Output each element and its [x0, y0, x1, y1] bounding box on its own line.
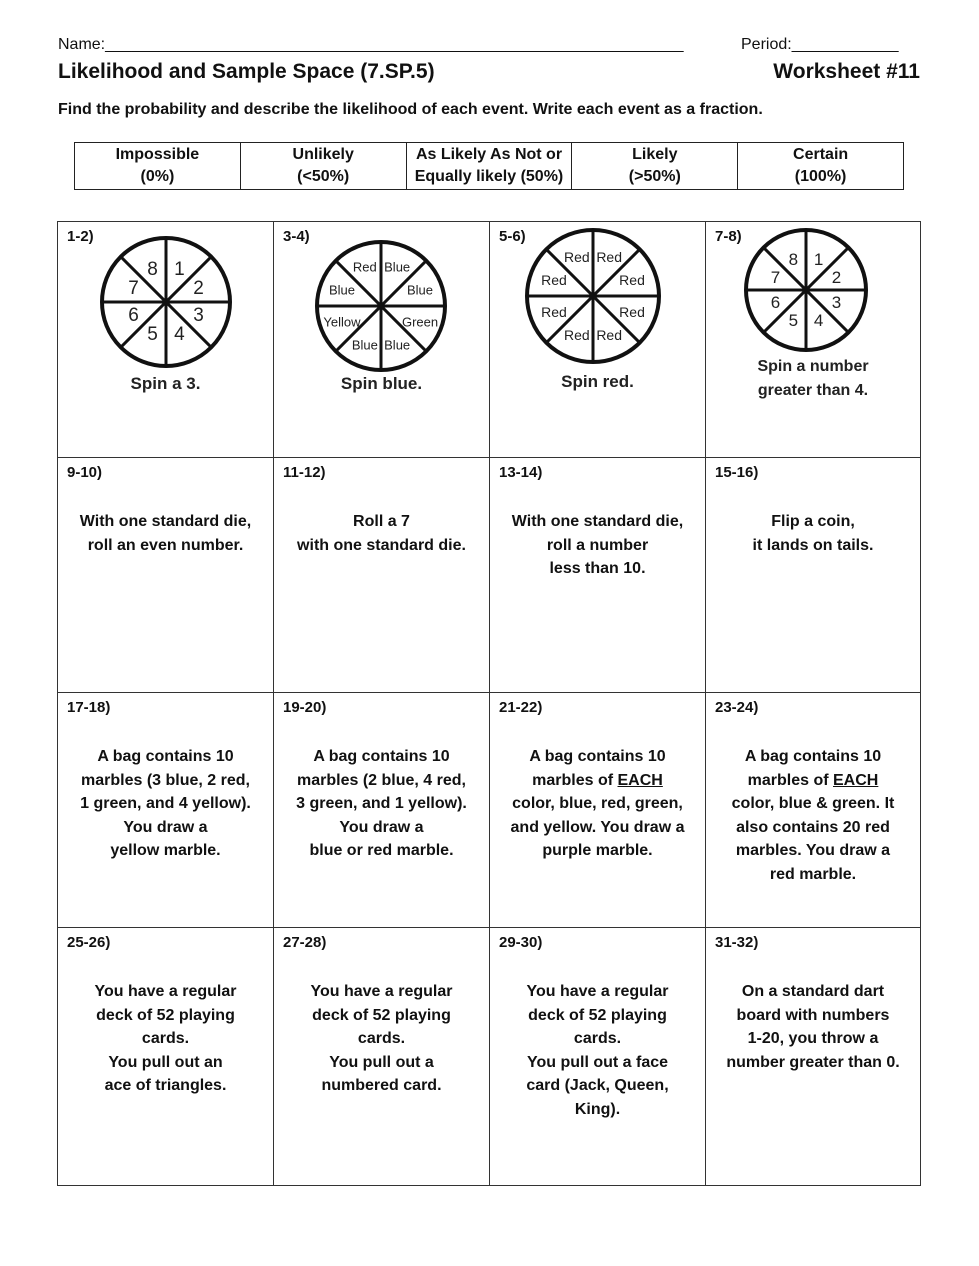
problem-cell[interactable] — [274, 693, 490, 928]
period-field[interactable]: Period:____________ — [741, 36, 899, 53]
scale-label: As Likely As Not or — [415, 146, 563, 163]
spinner-sector-label: 4 — [813, 310, 824, 330]
problem-number: 29-30) — [499, 934, 543, 951]
problem-text: With one standard die, roll a number less than 10. — [511, 513, 684, 577]
spinner-sector-label: Red — [596, 327, 623, 344]
spinner-sector-label: 5 — [147, 324, 158, 346]
spinner-caption: Spin a number greater than 4. — [757, 358, 869, 399]
likelihood-scale — [74, 142, 904, 190]
spinner-sector-label: Blue — [384, 259, 411, 275]
problem-text — [710, 745, 916, 886]
problem-cell[interactable] — [274, 458, 490, 693]
worksheet-number: Worksheet #11 — [773, 60, 920, 83]
scale-label: Impossible — [115, 146, 200, 163]
spinner-sector-label: 8 — [147, 258, 158, 280]
spinner-sector-label: Yellow — [323, 314, 361, 330]
spinner-sector-label: 5 — [788, 310, 799, 330]
scale-label: Unlikely — [292, 146, 354, 163]
spinner-sector-label: Blue — [328, 282, 355, 298]
scale-impossible — [75, 143, 241, 190]
problem-text: A bag contains 10 marbles (3 blue, 2 red, 1 green, and 4 yellow). You draw a yellow marble. — [80, 748, 251, 859]
spinner-graphic — [58, 222, 274, 458]
problem-text: Roll a 7 with one standard die. — [297, 513, 466, 554]
scale-percent: Equally likely (50%) — [414, 168, 564, 185]
problem-cell-spinner[interactable] — [58, 222, 274, 458]
problem-text: A bag contains 10 marbles (2 blue, 4 red, 3 green, and 1 yellow). You draw a blue or red marble. — [296, 748, 467, 859]
name-period-row — [58, 36, 920, 56]
problem-text: You have a regular deck of 52 playing cards. You pull out a numbered card. — [310, 983, 453, 1094]
spinner-sector-label: Red — [563, 327, 590, 344]
problem-number: 17-18) — [67, 699, 111, 716]
scale-percent: (<50%) — [297, 168, 350, 185]
problem-text-part: A bag contains 10 marbles of — [744, 748, 882, 789]
spinner-sector-label: 2 — [831, 267, 842, 287]
problem-text: You have a regular deck of 52 playing cards. You pull out an ace of triangles. — [94, 983, 237, 1094]
problem-number: 19-20) — [283, 699, 327, 716]
problem-number: 25-26) — [67, 934, 111, 951]
problem-cell[interactable] — [706, 928, 921, 1186]
spinner-sector-label: Red — [596, 248, 623, 265]
scale-equally-likely — [406, 143, 572, 190]
problem-text: Flip a coin, it lands on tails. — [752, 513, 874, 554]
spinner-caption: Spin blue. — [340, 374, 423, 393]
spinner-sector-label: 2 — [193, 278, 204, 300]
scale-percent: (>50%) — [628, 168, 681, 185]
spinner-graphic — [706, 222, 921, 458]
problem-number: 5-6) — [499, 228, 526, 245]
problem-number: 11-12) — [283, 464, 326, 481]
problem-text: You have a regular deck of 52 playing cards. You pull out a face card (Jack, Queen, King). — [526, 983, 669, 1118]
problem-text-part: A bag contains 10 marbles of — [529, 748, 666, 789]
spinner-caption: Spin a 3. — [130, 374, 201, 393]
problem-number: 15-16) — [715, 464, 759, 481]
title-row — [58, 60, 920, 88]
spinner-sector-label: Red — [352, 259, 377, 275]
instructions: Find the probability and describe the likelihood of each event. Write each event as a fraction. — [58, 101, 763, 118]
problem-text-part: color, blue, red, green, and yellow. You draw a purple marble. — [510, 795, 685, 859]
spinner-sector-label: Blue — [407, 282, 434, 298]
problem-number: 27-28) — [283, 934, 327, 951]
scale-percent: (100%) — [794, 168, 847, 185]
problem-grid — [57, 221, 921, 1186]
problem-text: On a standard dart board with numbers 1-20, you throw a number greater than 0. — [726, 983, 900, 1071]
scale-likely — [572, 143, 738, 190]
problem-text-emphasis: EACH — [617, 771, 663, 789]
problem-cell[interactable] — [58, 928, 274, 1186]
spinner-sector-label: 8 — [788, 250, 799, 270]
spinner-sector-label: 1 — [813, 250, 824, 270]
problem-number: 23-24) — [715, 699, 759, 716]
spinner-sector-label: Green — [401, 314, 439, 330]
problem-cell-spinner[interactable] — [706, 222, 921, 458]
spinner-graphic — [490, 222, 706, 458]
problem-number: 21-22) — [499, 699, 543, 716]
problem-text — [494, 745, 701, 863]
worksheet-title: Likelihood and Sample Space (7.SP.5) — [58, 60, 435, 83]
problem-cell-spinner[interactable] — [274, 222, 490, 458]
problem-cell[interactable] — [490, 928, 706, 1186]
spinner-sector-label: 7 — [770, 267, 781, 287]
spinner-sector-label: Red — [541, 304, 567, 321]
scale-certain — [738, 143, 904, 190]
problem-number: 13-14) — [499, 464, 543, 481]
problem-text-part: color, blue & green. It also contains 20 red marbles. You draw a red marble. — [731, 795, 895, 883]
scale-label: Likely — [632, 146, 678, 163]
spinner-graphic — [274, 222, 490, 458]
spinner-sector-label: Red — [619, 304, 645, 321]
spinner-sector-label: Red — [563, 248, 590, 265]
name-field[interactable]: Name:_________________________________________________________________ — [58, 36, 684, 53]
scale-label: Certain — [793, 146, 849, 163]
problem-number: 3-4) — [283, 228, 310, 245]
spinner-sector-label: Red — [619, 271, 645, 288]
spinner-sector-label: 3 — [831, 293, 842, 313]
problem-text-emphasis: EACH — [833, 771, 879, 789]
problem-cell[interactable] — [706, 693, 921, 928]
problem-number: 1-2) — [67, 228, 94, 245]
spinner-sector-label: Blue — [351, 337, 378, 353]
spinner-sector-label: 7 — [128, 278, 139, 300]
problem-cell[interactable] — [58, 693, 274, 928]
problem-cell-spinner[interactable] — [490, 222, 706, 458]
problem-number: 7-8) — [715, 228, 742, 245]
problem-cell[interactable] — [490, 458, 706, 693]
problem-cell[interactable] — [490, 693, 706, 928]
scale-unlikely — [240, 143, 406, 190]
spinner-sector-label: 4 — [174, 324, 185, 346]
problem-number: 9-10) — [67, 464, 103, 481]
spinner-caption: Spin red. — [561, 372, 634, 391]
problem-cell[interactable] — [58, 458, 274, 693]
spinner-sector-label: 3 — [193, 304, 204, 326]
spinner-sector-label: 1 — [174, 258, 185, 280]
scale-percent: (0%) — [140, 168, 175, 185]
spinner-sector-label: 6 — [128, 304, 139, 326]
problem-cell[interactable] — [274, 928, 490, 1186]
problem-text: With one standard die, roll an even number. — [79, 513, 252, 554]
spinner-sector-label: Red — [541, 271, 567, 288]
problem-cell[interactable] — [706, 458, 921, 693]
spinner-sector-label: 6 — [770, 293, 781, 313]
problem-number: 31-32) — [715, 934, 759, 951]
spinner-sector-label: Blue — [384, 337, 411, 353]
